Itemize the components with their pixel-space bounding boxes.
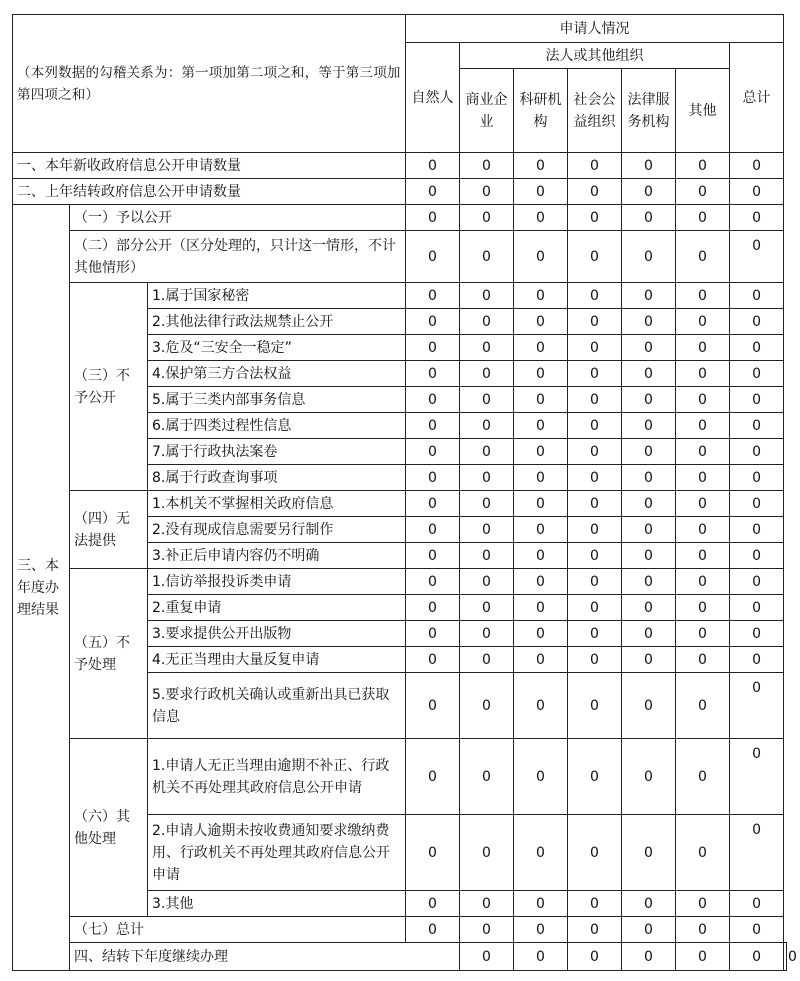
cell-value: 0	[406, 413, 460, 439]
group-4-label: （四）无法提供	[70, 491, 148, 569]
cell-value: 0	[514, 465, 568, 491]
cell-value: 0	[730, 647, 784, 673]
table-row	[13, 231, 787, 283]
cell-value: 0	[568, 153, 622, 179]
cell-value: 0	[406, 621, 460, 647]
table-row	[13, 491, 787, 517]
cell-value: 0	[676, 283, 730, 309]
cell-value: 0	[622, 517, 676, 543]
row-label: 二、上年结转政府信息公开申请数量	[13, 179, 406, 205]
row-label: 3.其他	[148, 891, 406, 917]
table-row	[13, 179, 787, 205]
cell-value: 0	[622, 283, 676, 309]
cell-value: 0	[730, 439, 784, 465]
cell-value: 0	[460, 179, 514, 205]
table-row	[13, 205, 787, 231]
cell-value: 0	[406, 335, 460, 361]
cell-value: 0	[568, 179, 622, 205]
cell-value: 0	[514, 595, 568, 621]
cell-value: 0	[622, 335, 676, 361]
cell-value: 0	[460, 517, 514, 543]
cell-value: 0	[460, 309, 514, 335]
cell-value: 0	[676, 621, 730, 647]
cell-value: 0	[568, 673, 622, 739]
header-col-legal-service: 法律服务机构	[622, 69, 676, 153]
cell-value: 0	[676, 491, 730, 517]
cell-value: 0	[676, 917, 730, 943]
cell-value: 0	[514, 569, 568, 595]
cell-value: 0	[568, 491, 622, 517]
cell-value: 0	[730, 917, 784, 943]
row-label: 四、结转下年度继续办理	[70, 943, 460, 971]
cell-value: 0	[676, 569, 730, 595]
cell-value: 0	[406, 815, 460, 891]
cell-value: 0	[460, 569, 514, 595]
cell-value: 0	[730, 179, 784, 205]
cell-value: 0	[676, 153, 730, 179]
cell-value: 0	[460, 673, 514, 739]
cell-value: 0	[676, 465, 730, 491]
row-label: 5.属于三类内部事务信息	[148, 387, 406, 413]
header-col-public-welfare: 社会公益组织	[568, 69, 622, 153]
cell-value: 0	[676, 361, 730, 387]
cell-value: 0	[622, 943, 676, 971]
row-label: 1.本机关不掌握相关政府信息	[148, 491, 406, 517]
cell-value: 0	[676, 943, 730, 971]
cell-value: 0	[460, 335, 514, 361]
cell-value: 0	[730, 491, 784, 517]
cell-value: 0	[622, 231, 676, 283]
cell-value: 0	[622, 815, 676, 891]
cell-value: 0	[514, 361, 568, 387]
row-label: 8.属于行政查询事项	[148, 465, 406, 491]
cell-value: 0	[568, 465, 622, 491]
cell-value: 0	[730, 205, 784, 231]
report-table-container	[12, 14, 797, 971]
cell-value: 0	[622, 309, 676, 335]
cell-value: 0	[406, 491, 460, 517]
cell-value: 0	[622, 595, 676, 621]
row-label: （一）予以公开	[70, 205, 406, 231]
header-total: 总计	[730, 43, 784, 153]
cell-value: 0	[730, 891, 784, 917]
cell-value: 0	[514, 673, 568, 739]
header-col-business: 商业企业	[460, 69, 514, 153]
cell-value: 0	[676, 205, 730, 231]
cell-value: 0	[514, 621, 568, 647]
cell-value: 0	[568, 891, 622, 917]
cell-value: 0	[568, 361, 622, 387]
gov-info-disclosure-table	[12, 14, 797, 971]
cell-value: 0	[460, 387, 514, 413]
cell-value: 0	[622, 205, 676, 231]
group-5-label: （五）不予处理	[70, 569, 148, 739]
cell-value: 0	[568, 205, 622, 231]
cell-value: 0	[514, 891, 568, 917]
cell-value: 0	[460, 231, 514, 283]
cell-value: 0	[514, 179, 568, 205]
cell-value: 0	[676, 517, 730, 543]
cell-value: 0	[460, 439, 514, 465]
table-row	[13, 917, 787, 943]
cell-value: 0	[568, 739, 622, 815]
cell-value: 0	[730, 673, 784, 739]
cell-value: 0	[622, 361, 676, 387]
cell-value: 0	[514, 231, 568, 283]
cell-value: 0	[406, 739, 460, 815]
cell-value: 0	[514, 283, 568, 309]
cell-value: 0	[406, 595, 460, 621]
cell-value: 0	[730, 595, 784, 621]
cell-value: 0	[730, 621, 784, 647]
cell-value: 0	[568, 413, 622, 439]
row-label: 1.属于国家秘密	[148, 283, 406, 309]
cell-value: 0	[568, 543, 622, 569]
cell-value: 0	[730, 739, 784, 815]
cell-value: 0	[514, 387, 568, 413]
header-row-1	[13, 15, 787, 43]
cell-value: 0	[676, 309, 730, 335]
cell-value: 0	[676, 387, 730, 413]
cell-value: 0	[406, 569, 460, 595]
cell-value: 0	[406, 673, 460, 739]
cell-value: 0	[622, 153, 676, 179]
cell-value: 0	[568, 569, 622, 595]
cell-value: 0	[514, 335, 568, 361]
cell-value: 0	[406, 387, 460, 413]
row-label: 7.属于行政执法案卷	[148, 439, 406, 465]
cell-value: 0	[460, 815, 514, 891]
cell-value: 0	[676, 179, 730, 205]
cell-value: 0	[460, 647, 514, 673]
cell-value: 0	[406, 179, 460, 205]
cell-value: 0	[622, 569, 676, 595]
row-label: 5.要求行政机关确认或重新出具已获取信息	[148, 673, 406, 739]
row-label: 3.要求提供公开出版物	[148, 621, 406, 647]
cell-value: 0	[514, 815, 568, 891]
cell-value: 0	[676, 739, 730, 815]
cell-value: 0	[460, 595, 514, 621]
cell-value: 0	[622, 739, 676, 815]
cell-value: 0	[568, 595, 622, 621]
cell-value: 0	[514, 739, 568, 815]
row-label: （七）总计	[70, 917, 406, 943]
row-label: 1.信访举报投诉类申请	[148, 569, 406, 595]
row-label: 4.保护第三方合法权益	[148, 361, 406, 387]
cell-value: 0	[406, 231, 460, 283]
cell-value: 0	[622, 465, 676, 491]
cell-value: 0	[622, 647, 676, 673]
table-row	[13, 943, 787, 971]
cell-value: 0	[514, 543, 568, 569]
cell-value: 0	[676, 439, 730, 465]
header-col-research: 科研机构	[514, 69, 568, 153]
header-note: （本列数据的勾稽关系为：第一项加第二项之和，等于第三项加第四项之和）	[13, 15, 406, 153]
cell-value: 0	[676, 815, 730, 891]
cell-value: 0	[406, 543, 460, 569]
cell-value: 0	[568, 231, 622, 283]
cell-value: 0	[622, 917, 676, 943]
cell-value: 0	[514, 647, 568, 673]
cell-value: 0	[460, 491, 514, 517]
cell-value: 0	[676, 595, 730, 621]
cell-value: 0	[730, 283, 784, 309]
cell-value: 0	[676, 335, 730, 361]
cell-value: 0	[406, 309, 460, 335]
cell-value: 0	[568, 517, 622, 543]
table-row	[13, 569, 787, 595]
cell-value: 0	[676, 543, 730, 569]
cell-value: 0	[460, 283, 514, 309]
table-row	[13, 153, 787, 179]
cell-value: 0	[730, 361, 784, 387]
cell-value: 0	[514, 153, 568, 179]
cell-value: 0	[460, 361, 514, 387]
cell-value: 0	[730, 387, 784, 413]
cell-value: 0	[568, 283, 622, 309]
cell-value: 0	[730, 943, 784, 971]
cell-value: 0	[460, 891, 514, 917]
cell-value: 0	[568, 439, 622, 465]
cell-value: 0	[460, 543, 514, 569]
header-applicant: 申请人情况	[406, 15, 784, 43]
cell-value: 0	[730, 153, 784, 179]
cell-value: 0	[784, 943, 787, 971]
cell-value: 0	[460, 943, 514, 971]
cell-value: 0	[730, 569, 784, 595]
cell-value: 0	[568, 815, 622, 891]
group-3-label: （三）不予公开	[70, 283, 148, 491]
cell-value: 0	[406, 891, 460, 917]
cell-value: 0	[622, 891, 676, 917]
cell-value: 0	[406, 439, 460, 465]
cell-value: 0	[514, 491, 568, 517]
row-label: 1.申请人无正当理由逾期不补正、行政机关不再处理其政府信息公开申请	[148, 739, 406, 815]
cell-value: 0	[568, 309, 622, 335]
cell-value: 0	[406, 153, 460, 179]
cell-value: 0	[460, 621, 514, 647]
cell-value: 0	[622, 387, 676, 413]
section-3-label: 三、本年度办理结果	[13, 205, 70, 971]
cell-value: 0	[622, 621, 676, 647]
cell-value: 0	[406, 283, 460, 309]
group-6-label: （六）其他处理	[70, 739, 148, 917]
cell-value: 0	[622, 491, 676, 517]
cell-value: 0	[730, 413, 784, 439]
cell-value: 0	[676, 891, 730, 917]
cell-value: 0	[568, 335, 622, 361]
cell-value: 0	[568, 387, 622, 413]
row-label: 3.补正后申请内容仍不明确	[148, 543, 406, 569]
cell-value: 0	[460, 917, 514, 943]
cell-value: 0	[622, 179, 676, 205]
cell-value: 0	[622, 673, 676, 739]
row-label: 3.危及“三安全一稳定”	[148, 335, 406, 361]
cell-value: 0	[568, 647, 622, 673]
cell-value: 0	[406, 465, 460, 491]
cell-value: 0	[730, 815, 784, 891]
row-label: 2.其他法律行政法规禁止公开	[148, 309, 406, 335]
cell-value: 0	[514, 517, 568, 543]
cell-value: 0	[730, 465, 784, 491]
row-label: 一、本年新收政府信息公开申请数量	[13, 153, 406, 179]
cell-value: 0	[460, 413, 514, 439]
cell-value: 0	[568, 943, 622, 971]
cell-value: 0	[676, 231, 730, 283]
cell-value: 0	[676, 647, 730, 673]
cell-value: 0	[730, 517, 784, 543]
row-label: 2.申请人逾期未按收费通知要求缴纳费用、行政机关不再处理其政府信息公开申请	[148, 815, 406, 891]
cell-value: 0	[406, 647, 460, 673]
cell-value: 0	[730, 335, 784, 361]
cell-value: 0	[514, 943, 568, 971]
cell-value: 0	[676, 673, 730, 739]
cell-value: 0	[514, 917, 568, 943]
cell-value: 0	[514, 439, 568, 465]
cell-value: 0	[460, 739, 514, 815]
row-label: 2.重复申请	[148, 595, 406, 621]
cell-value: 0	[676, 413, 730, 439]
table-row	[13, 739, 787, 815]
row-label: 2.没有现成信息需要另行制作	[148, 517, 406, 543]
header-legal-org: 法人或其他组织	[460, 43, 730, 69]
row-label: 6.属于四类过程性信息	[148, 413, 406, 439]
table-row	[13, 283, 787, 309]
cell-value: 0	[730, 543, 784, 569]
cell-value: 0	[460, 465, 514, 491]
cell-value: 0	[568, 621, 622, 647]
cell-value: 0	[460, 205, 514, 231]
cell-value: 0	[622, 543, 676, 569]
cell-value: 0	[406, 517, 460, 543]
cell-value: 0	[730, 309, 784, 335]
header-natural-person: 自然人	[406, 43, 460, 153]
cell-value: 0	[514, 309, 568, 335]
row-label: 4.无正当理由大量反复申请	[148, 647, 406, 673]
header-col-other: 其他	[676, 69, 730, 153]
cell-value: 0	[514, 205, 568, 231]
cell-value: 0	[730, 231, 784, 283]
cell-value: 0	[514, 413, 568, 439]
cell-value: 0	[568, 917, 622, 943]
cell-value: 0	[406, 205, 460, 231]
cell-value: 0	[406, 917, 460, 943]
cell-value: 0	[460, 153, 514, 179]
cell-value: 0	[406, 361, 460, 387]
cell-value: 0	[622, 439, 676, 465]
cell-value: 0	[622, 413, 676, 439]
row-label: （二）部分公开（区分处理的，只计这一情形，不计其他情形）	[70, 231, 406, 283]
